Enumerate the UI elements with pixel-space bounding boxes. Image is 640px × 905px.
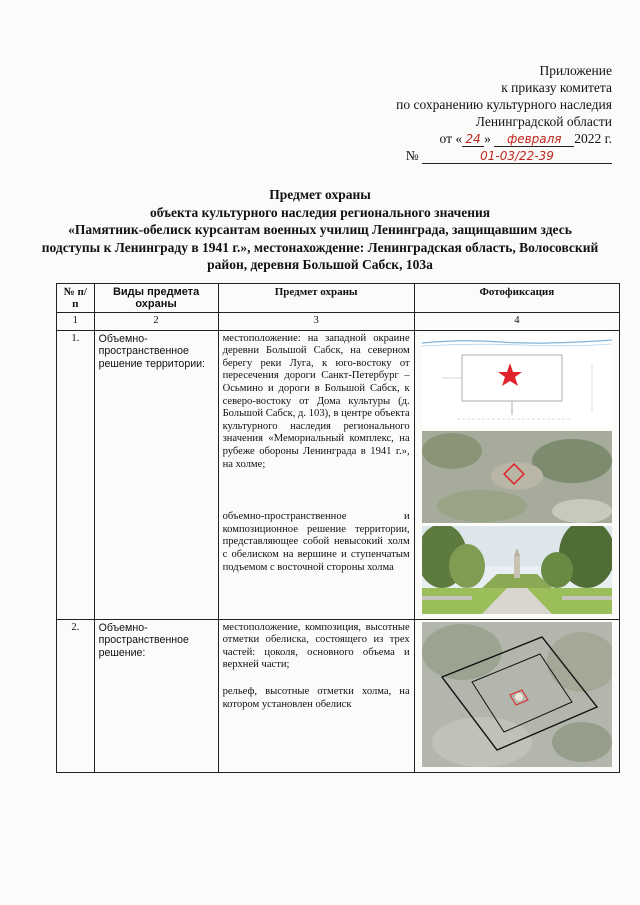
column-number: 1 [57, 313, 95, 331]
photo-cell [414, 330, 619, 619]
protection-table [56, 283, 620, 773]
protection-type: Объемно-пространственное решение территории: [94, 330, 218, 619]
date-line [396, 130, 612, 147]
header-photo: Фотофиксация [414, 284, 619, 313]
title-line-1: Предмет охраны [269, 187, 371, 202]
number-prefix: № [405, 148, 419, 163]
aerial-scheme-image [422, 622, 612, 767]
protection-subject [218, 619, 414, 772]
title-line-3: «Памятник-обелиск курсантам военных училищ Ленинграда, защищавшим здесь подступы к Ленинграду в 1941 г.», местонахождение: Ленинградская область, Волосовский район, деревня Большой Сабск, 103а [41, 222, 599, 272]
date-day: 24 [462, 132, 484, 147]
number-value: 01-03/22-39 [422, 149, 612, 164]
aerial-photo-image [422, 431, 612, 523]
monument-photo-image [422, 526, 612, 614]
date-month: февраля [494, 132, 574, 147]
site-plan-image [422, 333, 612, 428]
order-line: к приказу комитета [501, 80, 612, 95]
column-number: 2 [94, 313, 218, 331]
subject-obelisk: местоположение, композиция, высотные отметки обелиска, состоящего из трех частей: цоколя, основного объема и верхней части; [222, 621, 410, 671]
photo-cell [414, 619, 619, 772]
committee-line: по сохранению культурного наследия [396, 97, 612, 112]
date-mid: » [484, 131, 491, 146]
document-title [40, 186, 600, 274]
number-line [396, 147, 612, 164]
date-year: 2022 г. [574, 131, 612, 146]
column-number: 3 [218, 313, 414, 331]
header-type: Виды предмета охраны [94, 284, 218, 313]
table-header-row [57, 284, 620, 313]
title-line-2: объекта культурного наследия регионального значения [149, 204, 491, 220]
table-row [57, 330, 620, 619]
date-prefix: от « [439, 131, 463, 146]
table-row [57, 619, 620, 772]
column-number: 4 [414, 313, 619, 331]
header-num: № п/п [57, 284, 95, 313]
protection-subject [218, 330, 414, 619]
subject-relief: рельеф, высотные отметки холма, на котором установлен обелиск [222, 685, 410, 710]
header-subject: Предмет охраны [218, 284, 414, 313]
subject-composition: объемно-пространственное и композиционное решение территории, представляющее собой невысокий холм с обелиском на вершине и ступенчатым подъемом с восточной стороны холма [222, 511, 410, 573]
subject-location: местоположение: на западной окраине деревни Большой Сабск, на северном берегу реки Луга, к юго-востоку от пересечения дороги Санкт-Петербург – Осьмино и дороги в Большой Сабск, к северо-востоку от Дома культуры (д. Большой Сабск, д. 103), в центре объекта культурного наследия регионального значения «Мемориальный комплекс, на рубеже обороны Ленинграда в 1941 г.», на холме; [222, 332, 410, 470]
row-number: 2. [57, 619, 95, 772]
row-number: 1. [57, 330, 95, 619]
protection-type: Объемно-пространственное решение: [94, 619, 218, 772]
document-header [396, 62, 612, 164]
column-number-row [57, 313, 620, 331]
appendix-label: Приложение [539, 63, 612, 78]
region-line: Ленинградской области [475, 114, 612, 129]
